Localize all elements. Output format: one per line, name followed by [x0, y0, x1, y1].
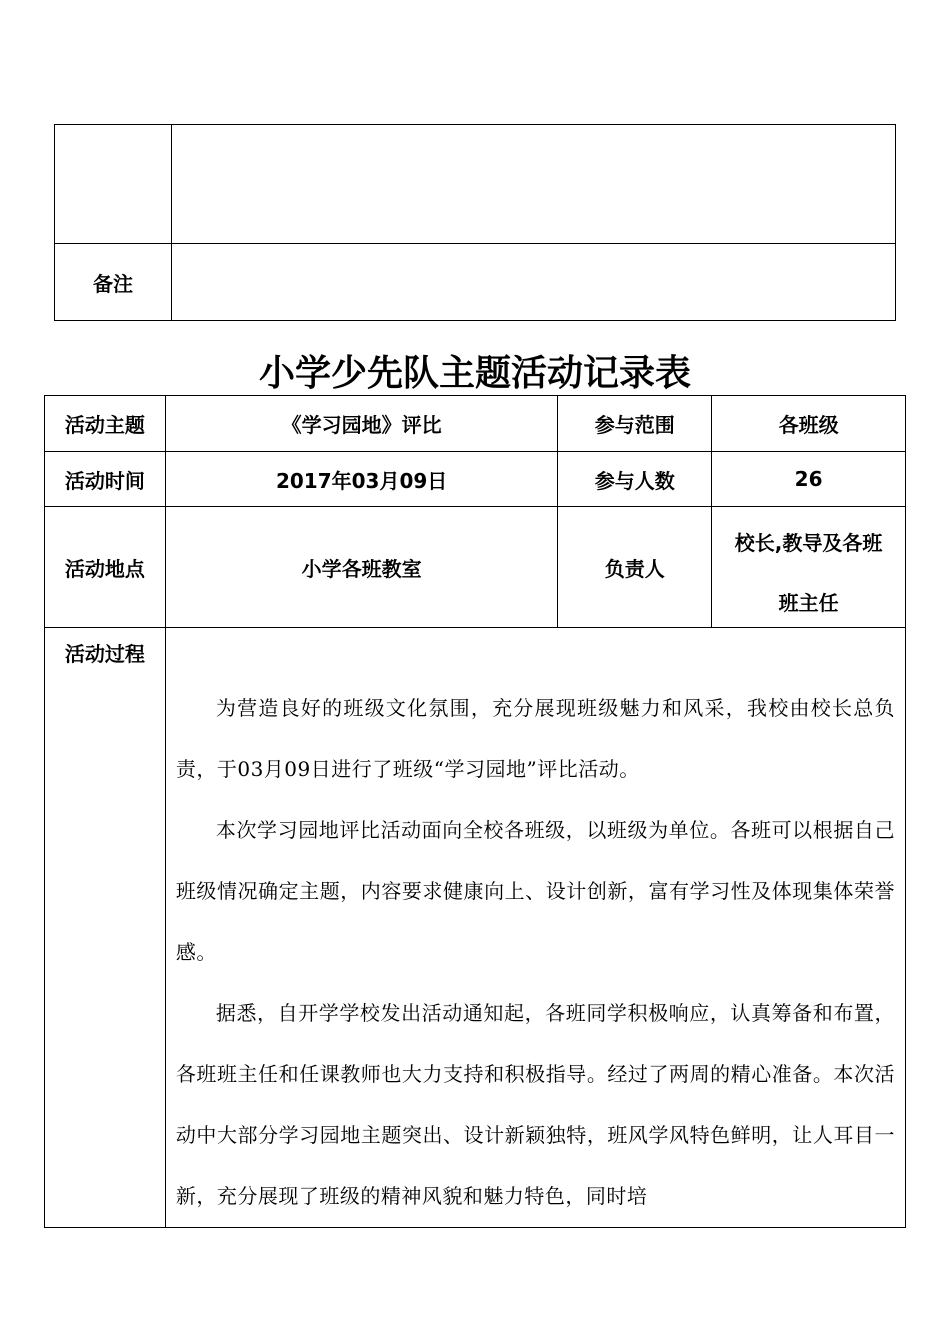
- leader-value-line2: 班主任: [778, 591, 839, 615]
- process-label: 活动过程: [45, 628, 166, 1228]
- page-title: 小学少先队主题活动记录表: [258, 353, 691, 394]
- count-value: 26: [712, 452, 906, 507]
- leader-value: [712, 507, 906, 628]
- count-label: 参与人数: [558, 452, 712, 507]
- leader-label: 负责人: [558, 507, 712, 628]
- previous-page-table: [54, 124, 896, 321]
- time-value: 2017年03月09日: [165, 452, 558, 507]
- remarks-value: [172, 244, 896, 321]
- scope-value: 各班级: [712, 396, 906, 452]
- location-value: 小学各班教室: [165, 507, 558, 628]
- empty-content-cell: [172, 125, 896, 244]
- scope-label: 参与范围: [558, 396, 712, 452]
- leader-value-line1: 校长,教导及各班: [734, 531, 883, 555]
- process-paragraph-1: 为营造良好的班级文化氛围，充分展现班级魅力和风采，我校由校长总负责，于03月09日进行了班级“学习园地”评比活动。: [175, 696, 895, 781]
- process-body: [165, 628, 905, 1228]
- location-label: 活动地点: [45, 507, 166, 628]
- activity-record-table: [44, 395, 906, 1228]
- theme-label: 活动主题: [45, 396, 166, 452]
- process-paragraph-2: 本次学习园地评比活动面向全校各班级，以班级为单位。各班可以根据自己班级情况确定主题，内容要求健康向上、设计创新，富有学习性及体现集体荣誉感。: [175, 818, 895, 964]
- theme-value: 《学习园地》评比: [165, 396, 558, 452]
- remarks-label: 备注: [55, 244, 172, 321]
- process-paragraph-3: 据悉，自开学学校发出活动通知起，各班同学积极响应，认真筹备和布置，各班班主任和任课教师也大力支持和积极指导。经过了两周的精心准备。本次活动中大部分学习园地主题突出、设计新颖独特，班风学风特色鲜明，让人耳目一新，充分展现了班级的精神风貌和魅力特色，同时培: [175, 1001, 895, 1208]
- empty-label-cell: [55, 125, 172, 244]
- time-label: 活动时间: [45, 452, 166, 507]
